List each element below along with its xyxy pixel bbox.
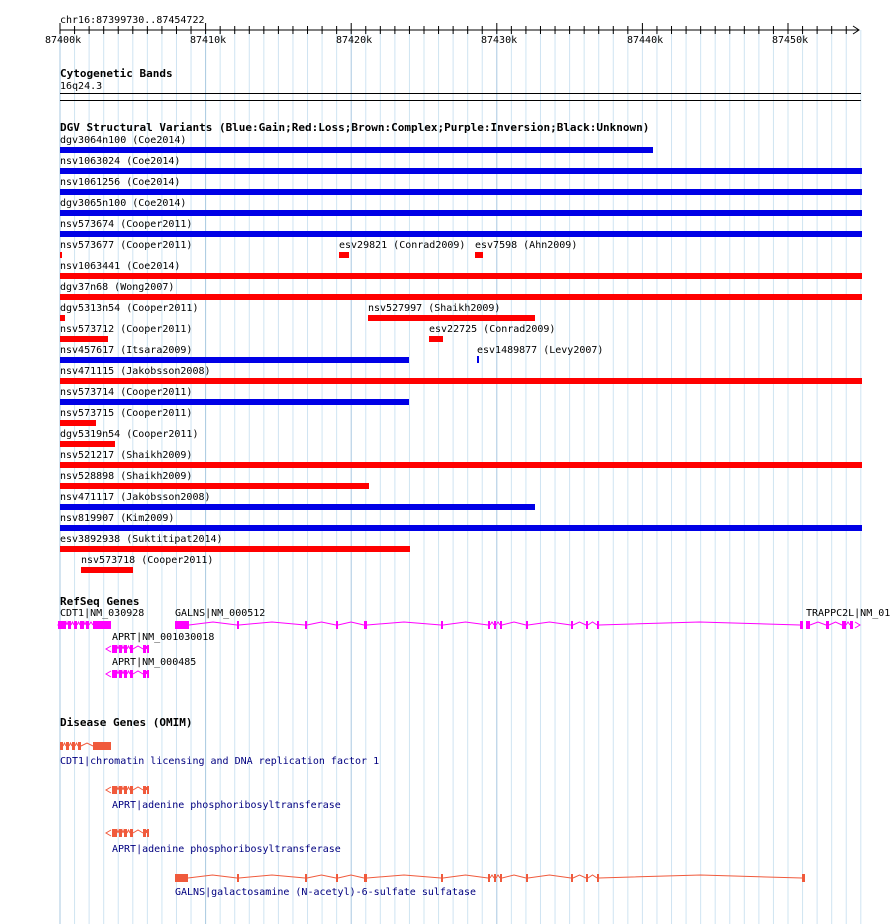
variant-label: nsv471115 (Jakobsson2008) bbox=[60, 366, 211, 377]
intron bbox=[133, 787, 143, 790]
exon bbox=[124, 829, 127, 837]
intron bbox=[496, 875, 500, 878]
refseq-title: RefSeq Genes bbox=[60, 595, 140, 608]
disease-gene-label: GALNS|galactosamine (N-acetyl)-6-sulfate sulfatase bbox=[175, 887, 477, 898]
intron bbox=[573, 875, 586, 878]
exon bbox=[586, 874, 588, 882]
intron bbox=[133, 830, 143, 833]
gene-label: TRAPPC2L|NM_01 bbox=[806, 608, 890, 619]
intron bbox=[443, 875, 488, 878]
omim-title: Disease Genes (OMIM) bbox=[60, 716, 193, 729]
gene-label: GALNS|NM_000512 bbox=[175, 608, 266, 619]
intron bbox=[81, 743, 93, 746]
exon bbox=[143, 786, 146, 794]
gene-model bbox=[106, 829, 149, 837]
variant-label: dgv3065n100 (Coe2014) bbox=[60, 198, 187, 209]
intron bbox=[63, 743, 66, 746]
exon bbox=[597, 874, 599, 882]
exon bbox=[500, 874, 502, 882]
variant-label: esv3892938 (Suktitipat2014) bbox=[60, 534, 223, 545]
gene-label: CDT1|NM_030928 bbox=[60, 608, 145, 619]
variant-label: nsv1063441 (Coe2014) bbox=[60, 261, 181, 272]
variant-label: nsv471117 (Jakobsson2008) bbox=[60, 492, 211, 503]
ruler-tick: 87400k bbox=[45, 35, 82, 46]
intron bbox=[69, 743, 72, 746]
strand-arrow bbox=[106, 787, 111, 793]
exon bbox=[237, 874, 239, 882]
intron bbox=[117, 787, 119, 790]
intron bbox=[239, 875, 305, 878]
exon bbox=[93, 742, 111, 750]
variant-label: nsv1061256 (Coe2014) bbox=[60, 177, 181, 188]
intron bbox=[490, 875, 494, 878]
variant-label: esv29821 (Conrad2009) bbox=[339, 240, 466, 251]
exon bbox=[124, 786, 127, 794]
intron bbox=[367, 875, 441, 878]
ruler-tick: 87450k bbox=[772, 35, 809, 46]
variant-label: nsv521217 (Shaikh2009) bbox=[60, 450, 193, 461]
exon bbox=[336, 874, 338, 882]
intron bbox=[307, 875, 336, 878]
exon bbox=[147, 786, 149, 794]
intron bbox=[127, 830, 130, 833]
exon bbox=[130, 786, 133, 794]
variant-label: dgv5313n54 (Cooper2011) bbox=[60, 303, 199, 314]
intron bbox=[127, 787, 130, 790]
intron bbox=[502, 875, 526, 878]
exon bbox=[526, 874, 528, 882]
ruler-tick: 87420k bbox=[336, 35, 373, 46]
variant-label: nsv573677 (Cooper2011) bbox=[60, 240, 193, 251]
intron bbox=[146, 787, 147, 790]
variant-label: nsv573714 (Cooper2011) bbox=[60, 387, 193, 398]
intron bbox=[188, 875, 237, 878]
cytoband-band-label: 16q24.3 bbox=[60, 81, 103, 92]
variant-label: nsv457617 (Itsara2009) bbox=[60, 345, 193, 356]
cytoband-title: Cytogenetic Bands bbox=[60, 67, 173, 80]
exon bbox=[305, 874, 307, 882]
disease-gene-label: CDT1|chromatin licensing and DNA replication factor 1 bbox=[60, 756, 380, 767]
disease-gene-label: APRT|adenine phosphoribosyltransferase bbox=[112, 844, 341, 855]
exon bbox=[175, 874, 188, 882]
intron bbox=[146, 830, 147, 833]
exon bbox=[119, 829, 122, 837]
exon bbox=[112, 829, 117, 837]
variant-label: esv22725 (Conrad2009) bbox=[429, 324, 556, 335]
exon bbox=[571, 874, 573, 882]
variant-label: esv1489877 (Levy2007) bbox=[477, 345, 604, 356]
variant-label: esv7598 (Ahn2009) bbox=[475, 240, 578, 251]
variant-label: nsv528898 (Shaikh2009) bbox=[60, 471, 193, 482]
ruler-tick: 87430k bbox=[481, 35, 518, 46]
variant-label: nsv1063024 (Coe2014) bbox=[60, 156, 181, 167]
strand-arrow bbox=[106, 830, 111, 836]
exon bbox=[72, 742, 75, 750]
intron bbox=[338, 875, 364, 878]
exon bbox=[78, 742, 81, 750]
exon bbox=[143, 829, 146, 837]
exon bbox=[66, 742, 69, 750]
variant-label: dgv37n68 (Wong2007) bbox=[60, 282, 175, 293]
intron bbox=[117, 830, 119, 833]
gene-model bbox=[60, 742, 111, 750]
intron bbox=[122, 787, 124, 790]
intron bbox=[75, 743, 78, 746]
ruler-tick: 87440k bbox=[627, 35, 664, 46]
exon bbox=[60, 742, 63, 750]
exon bbox=[147, 829, 149, 837]
variant-label: nsv573712 (Cooper2011) bbox=[60, 324, 193, 335]
ruler-range-label: chr16:87399730..87454722 bbox=[60, 15, 205, 26]
intron bbox=[528, 875, 571, 878]
variant-label: nsv819907 (Kim2009) bbox=[60, 513, 175, 524]
intron bbox=[588, 875, 597, 878]
gene-label: APRT|NM_000485 bbox=[112, 657, 197, 668]
exon bbox=[119, 786, 122, 794]
variant-label: nsv573674 (Cooper2011) bbox=[60, 219, 193, 230]
dgv-title: DGV Structural Variants (Blue:Gain;Red:Loss;Brown:Complex;Purple:Inversion;Black:Unknown) bbox=[60, 121, 650, 134]
variant-label: dgv5319n54 (Cooper2011) bbox=[60, 429, 199, 440]
variant-label: nsv573718 (Cooper2011) bbox=[81, 555, 214, 566]
exon bbox=[488, 874, 490, 882]
gene-model bbox=[175, 874, 805, 882]
ruler-tick: 87410k bbox=[190, 35, 227, 46]
exon bbox=[112, 786, 117, 794]
disease-gene-label: APRT|adenine phosphoribosyltransferase bbox=[112, 800, 341, 811]
variant-label: nsv573715 (Cooper2011) bbox=[60, 408, 193, 419]
variant-label: dgv3064n100 (Coe2014) bbox=[60, 135, 187, 146]
variant-label: nsv527997 (Shaikh2009) bbox=[368, 303, 501, 314]
exon bbox=[802, 874, 805, 882]
gene-label: APRT|NM_001030018 bbox=[112, 632, 215, 643]
exon bbox=[494, 874, 496, 882]
exon bbox=[130, 829, 133, 837]
exon bbox=[441, 874, 443, 882]
intron bbox=[122, 830, 124, 833]
exon bbox=[364, 874, 367, 882]
intron bbox=[599, 875, 802, 878]
gene-model bbox=[106, 786, 149, 794]
